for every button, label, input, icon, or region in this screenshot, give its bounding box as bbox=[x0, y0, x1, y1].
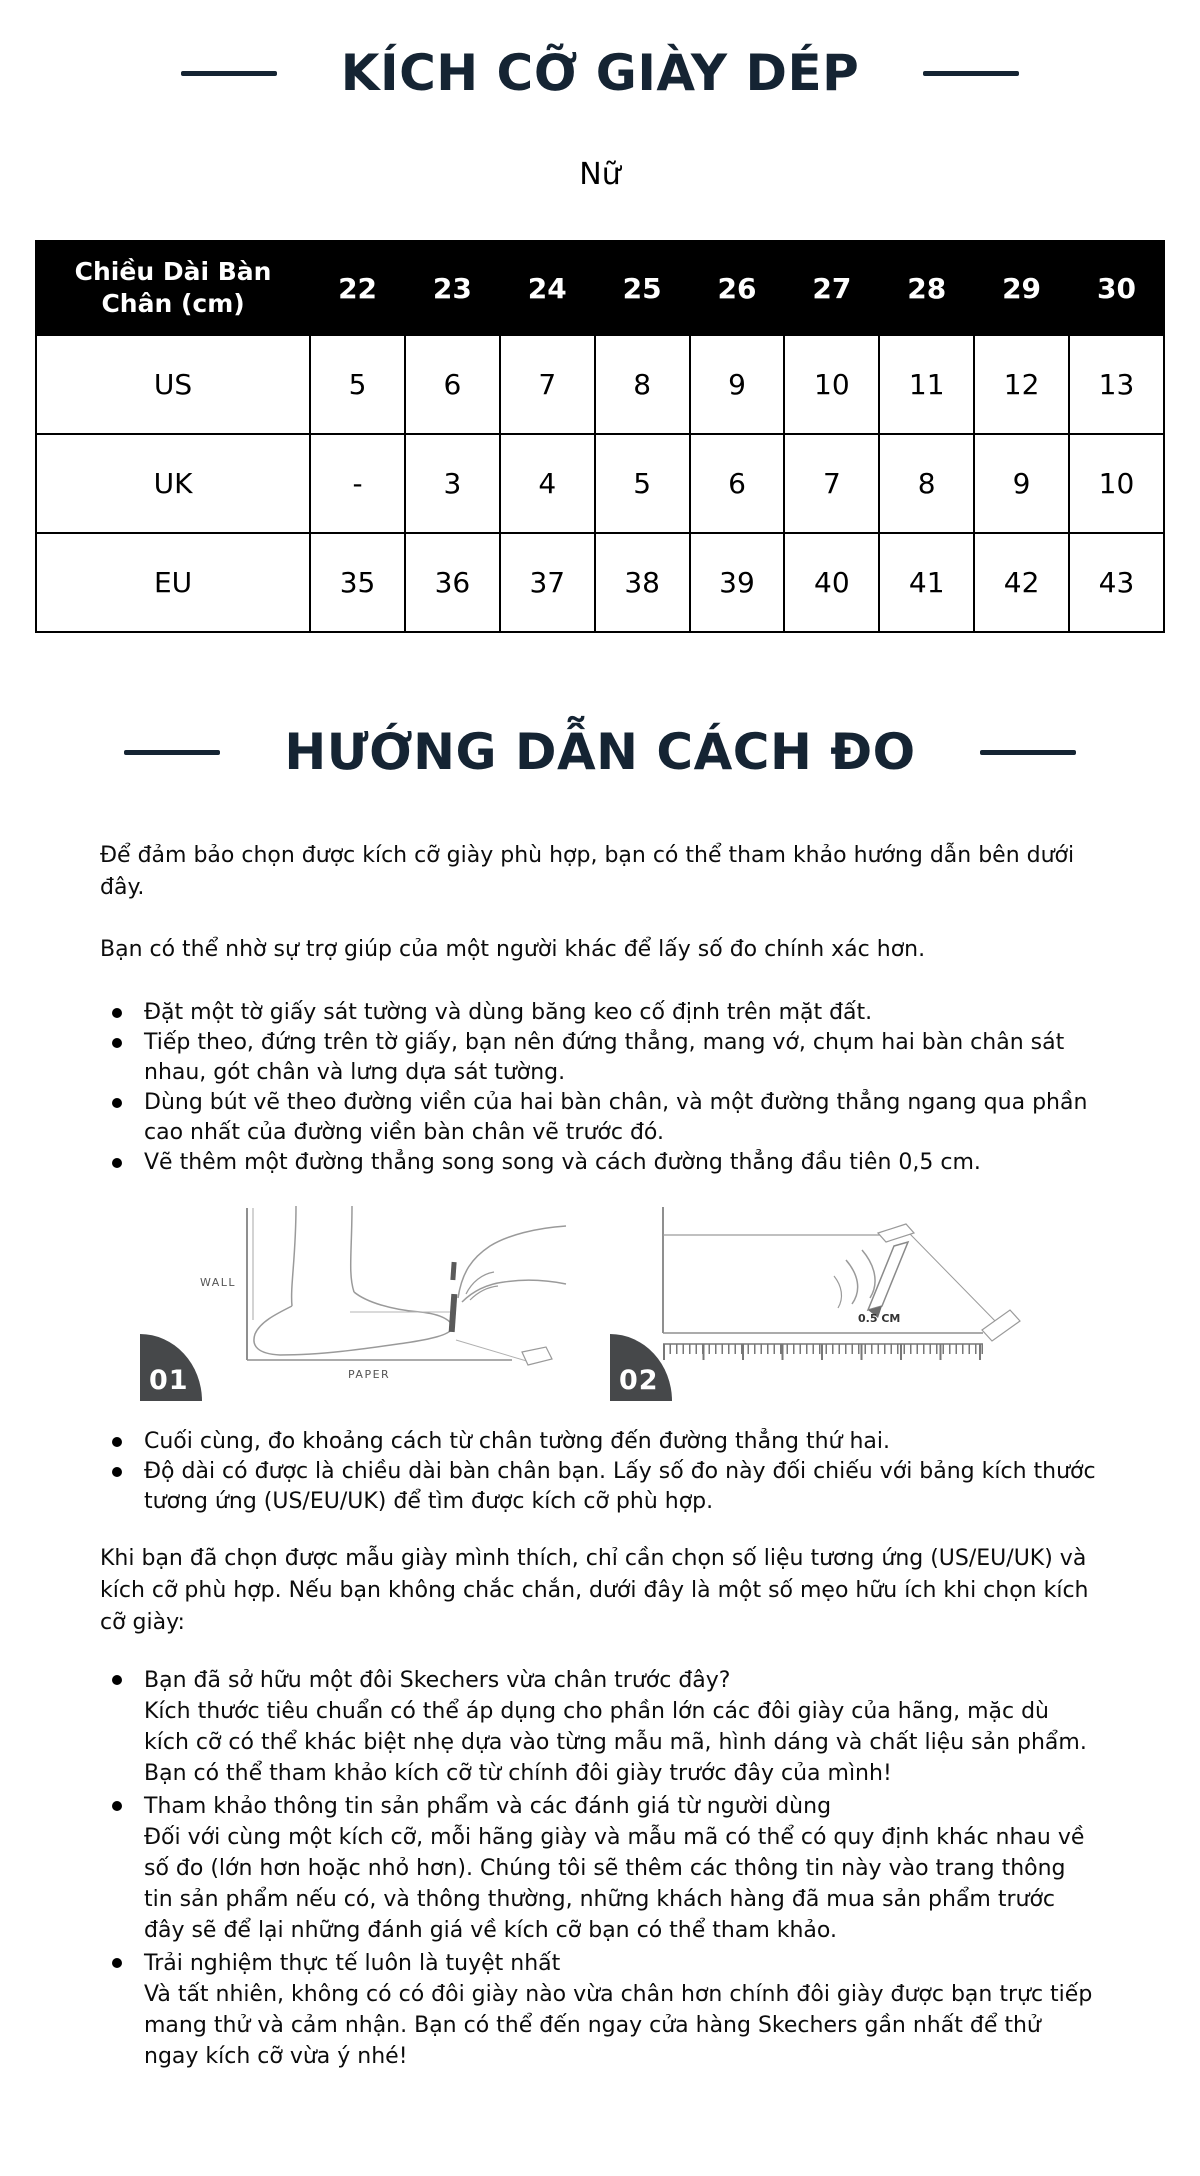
results-list bbox=[100, 1427, 1100, 1517]
tips-list bbox=[100, 1665, 1100, 2072]
header-cell: 30 bbox=[1069, 241, 1164, 335]
size-cell: 35 bbox=[310, 533, 405, 632]
header-cell: 27 bbox=[784, 241, 879, 335]
size-cell: 9 bbox=[974, 434, 1069, 533]
measuring-illustrations bbox=[100, 1202, 1100, 1427]
sizes-title: KÍCH CỠ GIÀY DÉP bbox=[340, 44, 860, 102]
bullet-icon bbox=[112, 1467, 122, 1477]
tip-body: Đối với cùng một kích cỡ, mỗi hãng giày và mẫu mã có thể có quy định khác nhau về số đo (lớn hơn hoặc nhỏ hơn). Chúng tôi sẽ thêm các thông tin này vào trang thông tin sản phẩm nếu có, và thông thường, những khách hàng đã mua sản phẩm trước đây sẽ để lại những đánh giá về kích cỡ bạn có thể tham khảo. bbox=[144, 1825, 1085, 1943]
tip-title: Bạn đã sở hữu một đôi Skechers vừa chân trước đây? bbox=[144, 1668, 731, 1693]
header-cell: 22 bbox=[310, 241, 405, 335]
row-label-cell: US bbox=[36, 335, 310, 434]
figure-step-2 bbox=[600, 1202, 1100, 1427]
list-item bbox=[100, 1791, 1100, 1946]
header-cell: 29 bbox=[974, 241, 1069, 335]
figure-step-1 bbox=[100, 1202, 600, 1427]
bullet-icon bbox=[112, 1008, 122, 1018]
wall-label: WALL bbox=[200, 1276, 237, 1289]
figure-number: 01 bbox=[149, 1365, 189, 1396]
size-cell: 6 bbox=[690, 434, 785, 533]
table-row-eu bbox=[36, 533, 1164, 632]
header-cell: 28 bbox=[879, 241, 974, 335]
measuring-steps-list bbox=[100, 998, 1100, 1178]
result-text: Độ dài có được là chiều dài bàn chân bạn. Lấy số đo này đối chiếu với bảng kích thước tương ứng (US/EU/UK) để tìm được kích cỡ phù hợp. bbox=[144, 1459, 1096, 1514]
list-item bbox=[100, 1948, 1100, 2072]
list-item bbox=[100, 1457, 1100, 1517]
size-cell: 13 bbox=[1069, 335, 1164, 434]
list-item bbox=[100, 1148, 1100, 1178]
intro-paragraph: Để đảm bảo chọn được kích cỡ giày phù hợp, bạn có thể tham khảo hướng dẫn bên dưới đây. bbox=[100, 843, 1075, 900]
sizes-section-heading bbox=[0, 46, 1200, 101]
figure-number-badge bbox=[140, 1334, 202, 1401]
size-cell: 12 bbox=[974, 335, 1069, 434]
size-cell: 7 bbox=[500, 335, 595, 434]
table-header-row bbox=[36, 241, 1164, 335]
tip-body: Kích thước tiêu chuẩn có thể áp dụng cho phần lớn các đôi giày của hãng, mặc dù kích cỡ có thể khác biệt nhẹ dựa vào từng mẫu mã, hình dáng và chất liệu sản phẩm. Bạn có thể tham khảo kích cỡ từ chính đôi giày trước đây của mình! bbox=[144, 1699, 1087, 1786]
second-line-drawing-illustration bbox=[648, 1202, 1048, 1412]
guide-section-heading bbox=[0, 725, 1200, 780]
result-text: Cuối cùng, đo khoảng cách từ chân tường đến đường thẳng thứ hai. bbox=[144, 1429, 891, 1454]
size-cell: 38 bbox=[595, 533, 690, 632]
bullet-icon bbox=[112, 1801, 122, 1811]
gender-label: Nữ bbox=[579, 157, 621, 192]
size-cell: 37 bbox=[500, 533, 595, 632]
intro-paragraph: Bạn có thể nhờ sự trợ giúp của một người khác để lấy số đo chính xác hơn. bbox=[100, 937, 926, 962]
list-item bbox=[100, 1665, 1100, 1789]
heading-dash-left bbox=[181, 71, 277, 76]
size-cell: 10 bbox=[784, 335, 879, 434]
tip-title: Trải nghiệm thực tế luôn là tuyệt nhất bbox=[144, 1951, 561, 1976]
bullet-icon bbox=[112, 1675, 122, 1685]
size-cell: 5 bbox=[310, 335, 405, 434]
half-cm-label: 0.5 CM bbox=[858, 1312, 901, 1325]
size-cell: 5 bbox=[595, 434, 690, 533]
bullet-icon bbox=[112, 1158, 122, 1168]
size-cell: 4 bbox=[500, 434, 595, 533]
size-cell: - bbox=[310, 434, 405, 533]
list-item bbox=[100, 1427, 1100, 1457]
table-row-us bbox=[36, 335, 1164, 434]
header-cell: 24 bbox=[500, 241, 595, 335]
size-cell: 39 bbox=[690, 533, 785, 632]
size-cell: 11 bbox=[879, 335, 974, 434]
size-cell: 40 bbox=[784, 533, 879, 632]
heading-dash-right bbox=[980, 750, 1076, 755]
tips-intro-paragraph: Khi bạn đã chọn được mẫu giày mình thích, chỉ cần chọn số liệu tương ứng (US/EU/UK) và kích cỡ phù hợp. Nếu bạn không chắc chắn, dưới đây là một số mẹo hữu ích khi chọn kích cỡ giày: bbox=[100, 1546, 1089, 1635]
size-cell: 42 bbox=[974, 533, 1069, 632]
size-cell: 6 bbox=[405, 335, 500, 434]
step-text: Đặt một tờ giấy sát tường và dùng băng keo cố định trên mặt đất. bbox=[144, 1000, 873, 1025]
bullet-icon bbox=[112, 1038, 122, 1048]
heading-dash-right bbox=[923, 71, 1019, 76]
size-cell: 7 bbox=[784, 434, 879, 533]
size-cell: 43 bbox=[1069, 533, 1164, 632]
tip-title: Tham khảo thông tin sản phẩm và các đánh giá từ người dùng bbox=[144, 1794, 832, 1819]
size-cell: 8 bbox=[595, 335, 690, 434]
size-chart-table bbox=[35, 240, 1165, 633]
list-item bbox=[100, 1028, 1100, 1088]
size-cell: 10 bbox=[1069, 434, 1164, 533]
step-text: Tiếp theo, đứng trên tờ giấy, bạn nên đứng thẳng, mang vớ, chụm hai bàn chân sát nhau, gót chân và lưng dựa sát tường. bbox=[144, 1030, 1065, 1085]
foot-against-wall-illustration bbox=[200, 1202, 570, 1382]
size-cell: 36 bbox=[405, 533, 500, 632]
size-cell: 9 bbox=[690, 335, 785, 434]
row-label-cell: UK bbox=[36, 434, 310, 533]
list-item bbox=[100, 1088, 1100, 1148]
tip-body: Và tất nhiên, không có có đôi giày nào vừa chân hơn chính đôi giày được bạn trực tiếp mang thử và cảm nhận. Bạn có thể đến ngay cửa hàng Skechers gần nhất để thử ngay kích cỡ vừa ý nhé! bbox=[144, 1982, 1093, 2069]
header-cell: 23 bbox=[405, 241, 500, 335]
paper-label: PAPER bbox=[348, 1368, 391, 1381]
bullet-icon bbox=[112, 1098, 122, 1108]
guide-title: HƯỚNG DẪN CÁCH ĐO bbox=[284, 723, 916, 781]
list-item bbox=[100, 998, 1100, 1028]
size-cell: 41 bbox=[879, 533, 974, 632]
row-label-cell: EU bbox=[36, 533, 310, 632]
heading-dash-left bbox=[124, 750, 220, 755]
size-cell: 3 bbox=[405, 434, 500, 533]
bullet-icon bbox=[112, 1958, 122, 1968]
figure-number: 02 bbox=[619, 1365, 659, 1396]
foot-length-header-cell: Chiều Dài Bàn Chân (cm) bbox=[36, 241, 310, 335]
table-row-uk bbox=[36, 434, 1164, 533]
step-text: Dùng bút vẽ theo đường viền của hai bàn chân, và một đường thẳng ngang qua phần cao nhất của đường viền bàn chân vẽ trước đó. bbox=[144, 1090, 1088, 1145]
guide-content bbox=[0, 840, 1200, 2072]
bullet-icon bbox=[112, 1437, 122, 1447]
size-cell: 8 bbox=[879, 434, 974, 533]
header-cell: 25 bbox=[595, 241, 690, 335]
header-cell: 26 bbox=[690, 241, 785, 335]
step-text: Vẽ thêm một đường thẳng song song và cách đường thẳng đầu tiên 0,5 cm. bbox=[144, 1150, 981, 1175]
